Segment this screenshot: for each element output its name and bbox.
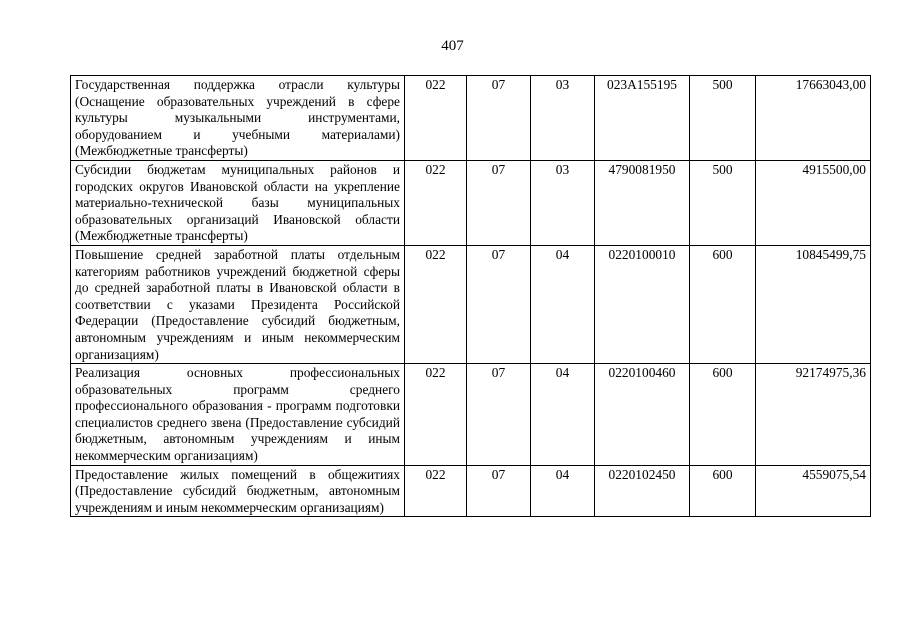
subsection-code: 04 [531,245,595,363]
section-code: 07 [467,160,531,245]
table-row [71,160,871,245]
budget-table [70,75,871,517]
ministry-code: 022 [405,364,467,466]
row-name: Повышение средней заработной платы отдельным категориям работников учреждений бюджетной сферы до средней заработной платы в Ивановской области в соответствии с указами Президента Российской Федерации (Предоставление субсидий бюджетным, автономным учреждениям и иным некоммерческим организациям) [71,245,405,363]
amount-value: 4559075,54 [756,465,871,517]
row-name: Предоставление жилых помещений в общежитиях (Предоставление субсидий бюджетным, автономным учреждениям и иным некоммерческим организациям) [71,465,405,517]
amount-value: 4915500,00 [756,160,871,245]
table-row [71,364,871,466]
row-name: Субсидии бюджетам муниципальных районов и городских округов Ивановской области на укрепление материально-технической базы муниципальных образовательных организаций Ивановской области (Межбюджетные трансферты) [71,160,405,245]
target-code: 023А155195 [595,76,690,161]
section-code: 07 [467,364,531,466]
target-code: 4790081950 [595,160,690,245]
ministry-code: 022 [405,245,467,363]
page-number: 407 [441,38,464,54]
row-name: Реализация основных профессиональных образовательных программ среднего профессионального образования - программ подготовки специалистов среднего звена (Предоставление субсидий бюджетным, автономным учреждениям и иным некоммерческим организациям) [71,364,405,466]
amount-value: 92174975,36 [756,364,871,466]
expense-type-code: 600 [690,465,756,517]
subsection-code: 03 [531,160,595,245]
row-name: Государственная поддержка отрасли культуры (Оснащение образовательных учреждений в сфере культуры музыкальными инструментами, оборудованием и учебными материалами) (Межбюджетные трансферты) [71,76,405,161]
table-row [71,465,871,517]
target-code: 0220102450 [595,465,690,517]
subsection-code: 04 [531,465,595,517]
section-code: 07 [467,465,531,517]
table-row [71,245,871,363]
expense-type-code: 500 [690,76,756,161]
target-code: 0220100010 [595,245,690,363]
section-code: 07 [467,245,531,363]
ministry-code: 022 [405,76,467,161]
ministry-code: 022 [405,160,467,245]
table-row [71,76,871,161]
amount-value: 10845499,75 [756,245,871,363]
amount-value: 17663043,00 [756,76,871,161]
target-code: 0220100460 [595,364,690,466]
ministry-code: 022 [405,465,467,517]
expense-type-code: 600 [690,364,756,466]
expense-type-code: 500 [690,160,756,245]
expense-type-code: 600 [690,245,756,363]
subsection-code: 04 [531,364,595,466]
section-code: 07 [467,76,531,161]
subsection-code: 03 [531,76,595,161]
